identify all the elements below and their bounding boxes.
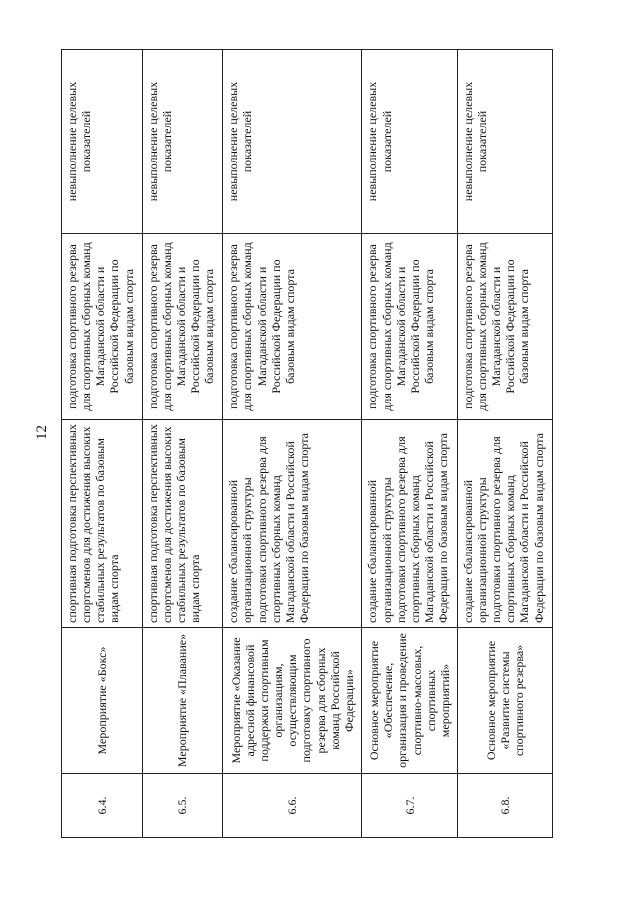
measure-name-cell: Основное мероприятие «Обеспечение, организация и проведение спортивно-массовых, спортивных мероприятий» xyxy=(362,628,457,774)
measure-name-cell: Основное мероприятие «Развитие системы спортивного резерва» xyxy=(457,628,552,774)
table-row xyxy=(457,50,552,838)
row-number-cell: 6.5. xyxy=(142,774,223,838)
table-row xyxy=(223,50,362,838)
result-cell: подготовка спортивного резерва для спортивных сборных команд Магаданской области и Российской Федерации по базовым видам спорта xyxy=(362,234,457,420)
result-cell: подготовка спортивного резерва для спортивных сборных команд Магаданской области и Российской Федерации по базовым видам спорта xyxy=(142,234,223,420)
result-cell: подготовка спортивного резерва для спортивных сборных команд Магаданской области и Российской Федерации по базовым видам спорта xyxy=(457,234,552,420)
task-cell: спортивная подготовка перспективных спортсменов для достижения высоких стабильных результатов по базовым видам спорта xyxy=(62,420,143,628)
row-number-cell: 6.7. xyxy=(362,774,457,838)
measure-name-cell: Мероприятие «Плавание» xyxy=(142,628,223,774)
row-number-cell: 6.6. xyxy=(223,774,362,838)
task-cell: создание сбалансированной организационной структуры подготовки спортивного резерва для спортивных сборных команд Магаданской области и Российской Федерации по базовым видам спорта xyxy=(223,420,362,628)
task-cell: создание сбалансированной организационной структуры подготовки спортивного резерва для спортивных сборных команд Магаданской области и Российской Федерации по базовым видам спорта xyxy=(362,420,457,628)
result-cell: подготовка спортивного резерва для спортивных сборных команд Магаданской области и Российской Федерации по базовым видам спорта xyxy=(62,234,143,420)
risk-cell: невыполнение целевых показателей xyxy=(457,50,552,234)
rotated-table-frame xyxy=(61,50,553,838)
task-cell: спортивная подготовка перспективных спортсменов для достижения высоких стабильных результатов по базовым видам спорта xyxy=(142,420,223,628)
table-row xyxy=(362,50,457,838)
risk-cell: невыполнение целевых показателей xyxy=(223,50,362,234)
table-row xyxy=(62,50,143,838)
risk-cell: невыполнение целевых показателей xyxy=(62,50,143,234)
task-cell: создание сбалансированной организационной структуры подготовки спортивного резерва для спортивных сборных команд Магаданской области и Российской Федерации по базовым видам спорта xyxy=(457,420,552,628)
risk-cell: невыполнение целевых показателей xyxy=(362,50,457,234)
result-cell: подготовка спортивного резерва для спортивных сборных команд Магаданской области и Российской Федерации по базовым видам спорта xyxy=(223,234,362,420)
table-row xyxy=(142,50,223,838)
measure-name-cell: Мероприятие «Бокс» xyxy=(62,628,143,774)
page-number: 12 xyxy=(34,425,50,440)
risk-cell: невыполнение целевых показателей xyxy=(142,50,223,234)
measure-name-cell: Мероприятие «Оказание адресной финансовой поддержки спортивным организациям, осуществляющим подготовку спортивного резерва для сборных команд Российской Федерации» xyxy=(223,628,362,774)
row-number-cell: 6.8. xyxy=(457,774,552,838)
table xyxy=(61,49,553,838)
row-number-cell: 6.4. xyxy=(62,774,143,838)
